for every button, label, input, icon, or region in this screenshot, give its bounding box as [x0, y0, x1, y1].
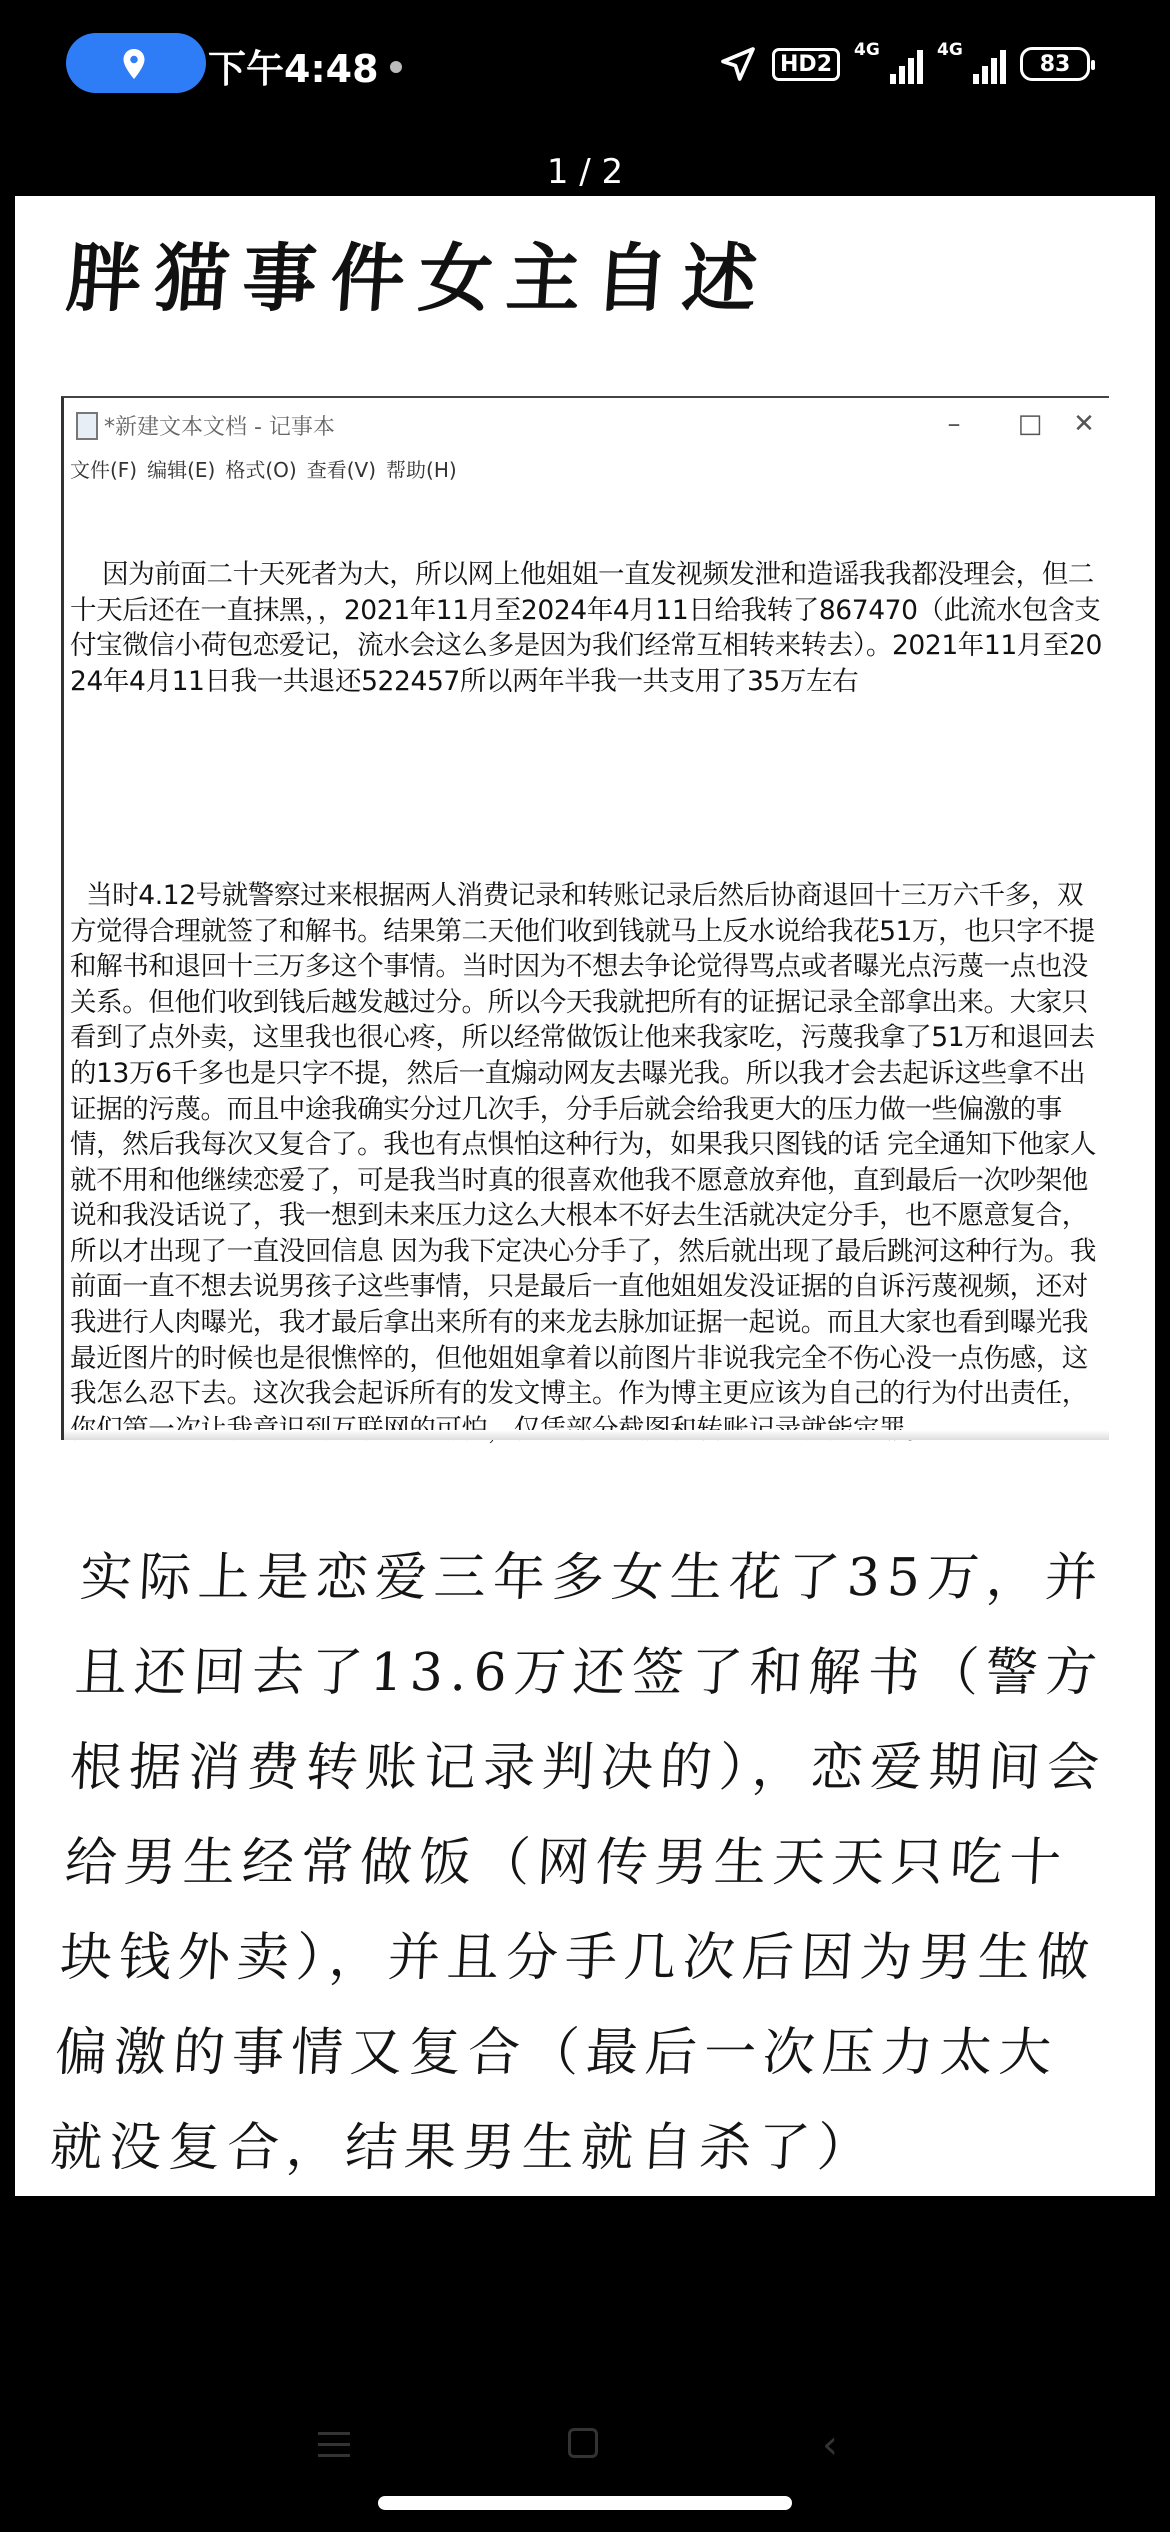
navigation-arrow-icon: [718, 44, 758, 84]
back-icon[interactable]: ‹: [822, 2422, 838, 2468]
notepad-window-title: *新建文本文档 - 记事本: [104, 415, 335, 440]
menu-edit: 编辑(E): [147, 458, 216, 482]
menu-view: 查看(V): [306, 458, 377, 482]
notepad-bottom-edge: [64, 1430, 1109, 1440]
notepad-icon: [76, 412, 98, 440]
close-icon: ✕: [1073, 409, 1095, 439]
home-indicator[interactable]: [378, 2496, 792, 2510]
notepad-screenshot: [61, 396, 1109, 1440]
notepad-titlebar: [64, 398, 1109, 454]
menu-format: 格式(O): [225, 458, 297, 482]
menu-icon[interactable]: [318, 2432, 350, 2458]
battery-icon: [1020, 47, 1090, 81]
notification-dot: [390, 61, 402, 73]
handwritten-title: 胖猫事件女主自述: [63, 236, 774, 322]
notepad-paragraph-2: 当时4.12号就警察过来根据两人消费记录和转账记录后然后协商退回十三万六千多，双方觉得合理就签了和解书。结果第二天他们收到钱就马上反水说给我花51万，也只字不提和解书和退回十三万多这个事情。当时因为不想去争论觉得骂点或者曝光点污蔑一点也没关系。但他们收到钱后越发越过分。所以今天我就把所有的证据记录全部拿出来。大家只看到了点外卖，这里我也很心疼，所以经常做饭让他来我家吃，污蔑我拿了51万和退回去的13万6千多也是只字不提，然后一直煽动网友去曝光我。所以我才会去起诉这些拿不出证据的污蔑。而且中途我确实分过几次手，分手后就会给我更大的压力做一些偏激的事情，然后我每次又复合了。我也有点惧怕这种行为，如果我只图钱的话 完全通知下他家人就不用和他继续恋爱了，可是我当时真的很喜欢他我不愿意放弃他，直到最后一次吵架他说和我没话说了，我一想到未来压力这么大根本不好去生活就决定分手，也不愿意复合，所以才出现了一直没回信息 因为我下定决心分手了，然后就出现了最后跳河这种行为。我前面一直不想去说男孩子这些事情，只是最后一直他姐姐发没证据的自诉污蔑视频，还对我进行人肉曝光，我才最后拿出来所有的来龙去脉加证据一起说。而且大家也看到曝光我最近图片的时候也是很憔悴的，但他姐姐拿着以前图片非说我完全不伤心没一点伤感，这我怎么忍下去。这次我会起诉所有的发文博主。作为博主更应该为自己的行为付出责任，: [70, 879, 1096, 1410]
page-counter: 1 / 2: [546, 152, 624, 192]
image-viewer[interactable]: [15, 196, 1155, 2196]
location-icon: [116, 46, 152, 82]
maximize-icon: □: [1017, 409, 1043, 439]
notepad-body: [70, 486, 1106, 1519]
navigation-bar: [0, 2402, 1170, 2532]
network-label: 4G: [854, 40, 880, 60]
minimize-icon: –: [947, 409, 961, 439]
battery-level: 83: [1039, 51, 1071, 77]
home-icon[interactable]: [568, 2428, 598, 2458]
hd-badge: HD2: [772, 48, 840, 81]
location-pill[interactable]: [66, 33, 206, 93]
handwritten-note: 实际上是恋爱三年多女生花了35万，并且还回去了13.6万还签了和解书（警方根据消费转账记录判决的），恋爱期间会给男生经常做饭（网传男生天天只吃十块钱外卖），并且分手几次后因为男生做偏激的事情又复合（最后一次压力太大就没复合，结果男生就自杀了）: [48, 1548, 1108, 2178]
menu-help: 帮助(H): [386, 458, 457, 482]
status-bar: [0, 0, 1170, 130]
status-icons: [718, 38, 1090, 90]
notepad-paragraph-1: 因为前面二十天死者为大，所以网上他姐姐一直发视频发泄和造谣我我都没理会，但二十天后还在一直抹黑，，2021年11月至2024年4月11日给我转了867470（此流水包含支付宝微信小荷包恋爱记，流水会这么多是因为我们经常互相转来转去）。2021年11月至2024年4月11日我一共退还522457所以两年半我一共支用了35万左右: [70, 559, 1102, 697]
menu-file: 文件(F): [70, 458, 138, 482]
signal-icon-2: [937, 40, 1006, 84]
notepad-menubar: [64, 454, 457, 490]
network-label-2: 4G: [937, 40, 963, 60]
status-time: 下午4:48: [208, 47, 379, 91]
signal-icon: [854, 40, 923, 84]
